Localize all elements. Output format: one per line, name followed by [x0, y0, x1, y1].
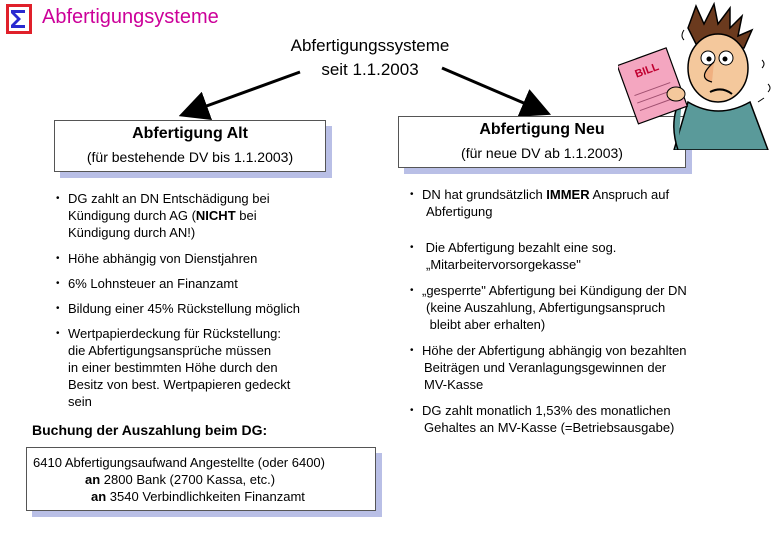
main-heading-line1: Abfertigungssysteme: [290, 36, 450, 55]
main-heading-line2: seit 1.1.2003: [321, 60, 419, 79]
list-item: • DN hat grundsätzlich IMMER Anspruch auf Abfertigung: [410, 187, 670, 219]
page-title: Abfertigungsysteme: [42, 6, 219, 28]
booking-heading: Buchung der Auszahlung beim DG:: [32, 422, 268, 438]
bullet-icon: •: [56, 328, 60, 339]
old-system-heading: Abfertigung Alt: [132, 125, 248, 142]
new-system-heading: Abfertigung Neu: [479, 121, 605, 138]
list-item: • Wertpapierdeckung für Rückstellung: die Abfertigungsansprüche müssen in einer bestimmten Höhe durch den Besitz von best. Wertpapieren gedeckt sein: [56, 326, 291, 409]
list-item: • 6% Lohnsteuer an Finanzamt: [56, 276, 238, 291]
list-item: • DG zahlt an DN Entschädigung bei Kündigung durch AG (NICHT bei Kündigung durch AN!): [56, 191, 270, 240]
bullet-icon: •: [410, 189, 414, 200]
list-item: • Bildung einer 45% Rückstellung möglich: [56, 301, 300, 316]
list-item: • Die Abfertigung bezahlt eine sog. „Mitarbeitervorsorgekasse": [410, 240, 617, 272]
bullet-icon: •: [56, 278, 60, 289]
main-heading: [260, 34, 480, 82]
list-item: • DG zahlt monatlich 1,53% des monatlichen Gehaltes an MV-Kasse (=Betriebsausgabe): [410, 403, 675, 435]
bill-text: BILL: [633, 60, 661, 81]
new-system-list: [410, 186, 720, 436]
bullet-icon: •: [410, 285, 414, 296]
list-item: • „gesperrte" Abfertigung bei Kündigung der DN (keine Auszahlung, Abfertigungsanspruch bleibt aber erhalten): [410, 283, 687, 332]
booking-line-1: 6410 Abfertigungsaufwand Angestellte (oder 6400): [33, 455, 325, 470]
bullet-icon: •: [56, 193, 60, 204]
bullet-icon: •: [410, 242, 414, 253]
bullet-icon: •: [410, 405, 414, 416]
booking-line-2: an 2800 Bank (2700 Kassa, etc.): [85, 472, 276, 487]
bullet-icon: •: [56, 253, 60, 264]
list-item: • Höhe abhängig von Dienstjahren: [56, 251, 258, 266]
bullet-icon: •: [56, 303, 60, 314]
bullet-icon: •: [410, 345, 414, 356]
old-system-subheading: (für bestehende DV bis 1.1.2003): [86, 149, 294, 165]
old-system-box: [54, 120, 326, 172]
booking-line-3: an 3540 Verbindlichkeiten Finanzamt: [91, 489, 305, 504]
booking-box: [26, 447, 376, 511]
new-system-subheading: (für neue DV ab 1.1.2003): [461, 145, 623, 161]
app-logo-icon: [6, 4, 32, 34]
list-item: • Höhe der Abfertigung abhängig von bezahlten Beiträgen und Veranlagungsgewinnen der MV-Kasse: [410, 343, 687, 392]
old-system-list: [56, 190, 322, 410]
worried-man-bill-illustration: [618, 0, 780, 150]
